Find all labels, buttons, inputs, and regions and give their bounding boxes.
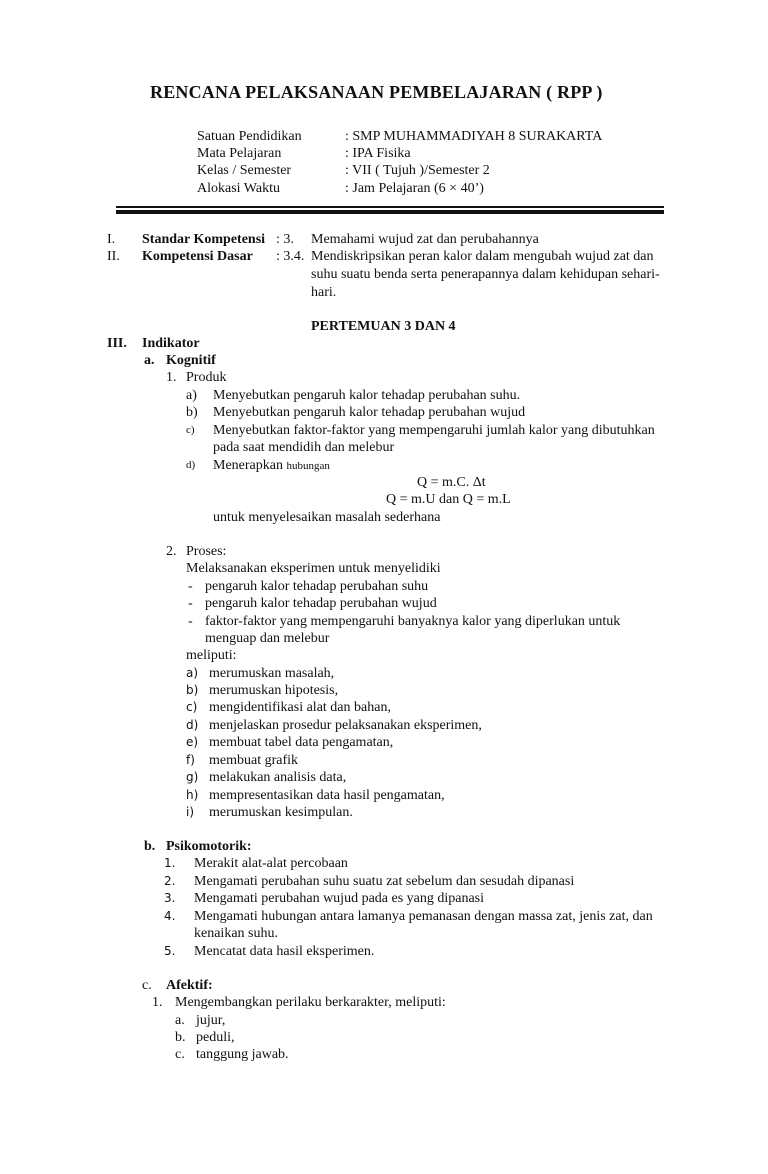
competency-code: : 3.4. bbox=[276, 249, 305, 264]
list-marker: e) bbox=[186, 735, 199, 749]
list-marker: c) bbox=[186, 424, 195, 436]
list-item: untuk menyelesaikan masalah sederhana bbox=[213, 510, 441, 525]
list-heading: Produk bbox=[186, 370, 227, 385]
section-number: II. bbox=[107, 249, 120, 264]
list-item: Menyebutkan faktor-faktor yang mempengaruhi jumlah kalor yang dibutuhkan bbox=[213, 423, 655, 438]
identity-value: : IPA Fisika bbox=[345, 146, 411, 161]
list-item: membuat tabel data pengamatan, bbox=[209, 735, 394, 750]
list-marker: 5. bbox=[164, 944, 176, 958]
section-heading: Kompetensi Dasar bbox=[142, 249, 253, 264]
subsection-marker: a. bbox=[144, 353, 155, 368]
paragraph: meliputi: bbox=[186, 648, 237, 663]
formula: Q = m.U dan Q = m.L bbox=[386, 492, 511, 507]
competency-text: Mendiskripsikan peran kalor dalam mengubah wujud zat dan bbox=[311, 249, 654, 264]
list-marker: c. bbox=[175, 1047, 185, 1062]
header-rule-thin bbox=[116, 206, 664, 208]
list-marker: 2. bbox=[166, 544, 177, 559]
list-item: melakukan analisis data, bbox=[209, 770, 347, 785]
list-marker: a. bbox=[175, 1013, 185, 1028]
identity-label: Mata Pelajaran bbox=[197, 146, 282, 161]
list-item: mempresentasikan data hasil pengamatan, bbox=[209, 788, 445, 803]
list-marker: g) bbox=[186, 770, 199, 784]
list-item: pada saat mendidih dan melebur bbox=[213, 440, 395, 455]
paragraph: Melaksanakan eksperimen untuk menyelidiki bbox=[186, 561, 441, 576]
identity-label: Satuan Pendidikan bbox=[197, 129, 302, 144]
list-marker: 1. bbox=[164, 856, 176, 870]
list-item: merumuskan hipotesis, bbox=[209, 683, 339, 698]
list-item: peduli, bbox=[196, 1030, 235, 1045]
list-marker: 2. bbox=[164, 874, 176, 888]
list-item-small-text: hubungan bbox=[286, 460, 330, 472]
list-item: Menyebutkan pengaruh kalor tehadap perubahan wujud bbox=[213, 405, 526, 420]
list-marker: a) bbox=[186, 666, 199, 680]
list-item: kenaikan suhu. bbox=[194, 926, 278, 941]
list-marker: c) bbox=[186, 700, 198, 714]
list-item: membuat grafik bbox=[209, 753, 299, 768]
list-item: Mencatat data hasil eksperimen. bbox=[194, 944, 375, 959]
list-item-text: Menerapkan bbox=[213, 458, 283, 473]
competency-code: : 3. bbox=[276, 232, 294, 247]
meeting-heading: PERTEMUAN 3 DAN 4 bbox=[311, 319, 456, 334]
competency-text: hari. bbox=[311, 285, 337, 300]
list-marker: 3. bbox=[164, 891, 176, 905]
list-item bbox=[213, 457, 330, 475]
list-item: jujur, bbox=[196, 1013, 226, 1028]
list-marker: b) bbox=[186, 683, 199, 697]
page-title: RENCANA PELAKSANAAN PEMBELAJARAN ( RPP ) bbox=[150, 82, 603, 102]
list-item: merumuskan kesimpulan. bbox=[209, 805, 353, 820]
identity-value: : Jam Pelajaran (6 × 40’) bbox=[345, 181, 484, 196]
list-marker: b. bbox=[175, 1030, 186, 1045]
list-item: Menyebutkan pengaruh kalor tehadap perubahan suhu. bbox=[213, 388, 521, 403]
identity-label: Alokasi Waktu bbox=[197, 181, 280, 196]
subsection-marker: b. bbox=[144, 839, 156, 854]
identity-label: Kelas / Semester bbox=[197, 163, 292, 178]
list-marker: d) bbox=[186, 459, 196, 471]
list-item: merumuskan masalah, bbox=[209, 666, 335, 681]
list-marker: b) bbox=[186, 405, 198, 420]
subsection-heading: Afektif: bbox=[166, 978, 213, 993]
section-number: III. bbox=[107, 336, 127, 351]
list-marker: d) bbox=[186, 718, 199, 732]
list-item: menguap dan melebur bbox=[205, 631, 330, 646]
list-marker: i) bbox=[186, 805, 195, 819]
competency-text: Memahami wujud zat dan perubahannya bbox=[311, 232, 539, 247]
list-item: Mengamati hubungan antara lamanya pemanasan dengan massa zat, jenis zat, dan bbox=[194, 909, 653, 924]
section-heading: Indikator bbox=[142, 336, 200, 351]
dash-bullet: - bbox=[188, 579, 193, 594]
list-item: Merakit alat-alat percobaan bbox=[194, 856, 348, 871]
list-item: Mengamati perubahan suhu suatu zat sebelum dan sesudah dipanasi bbox=[194, 874, 575, 889]
section-heading: Standar Kompetensi bbox=[142, 232, 266, 247]
list-item: mengidentifikasi alat dan bahan, bbox=[209, 700, 391, 715]
list-item: menjelaskan prosedur pelaksanakan eksperimen, bbox=[209, 718, 482, 733]
list-item: pengaruh kalor tehadap perubahan wujud bbox=[205, 596, 437, 611]
list-marker: a) bbox=[186, 388, 197, 403]
list-marker: 4. bbox=[164, 909, 176, 923]
list-item: Mengembangkan perilaku berkarakter, meliputi: bbox=[175, 995, 446, 1010]
identity-value: : SMP MUHAMMADIYAH 8 SURAKARTA bbox=[345, 129, 603, 144]
formula: Q = m.C. Δt bbox=[417, 475, 486, 490]
list-item: Mengamati perubahan wujud pada es yang dipanasi bbox=[194, 891, 485, 906]
list-marker: 1. bbox=[152, 995, 163, 1010]
list-item: pengaruh kalor tehadap perubahan suhu bbox=[205, 579, 429, 594]
list-marker: 1. bbox=[166, 370, 177, 385]
section-number: I. bbox=[107, 232, 116, 247]
header-rule-thick bbox=[116, 210, 664, 214]
list-heading: Proses: bbox=[186, 544, 227, 559]
subsection-heading: Kognitif bbox=[166, 353, 216, 368]
list-marker: h) bbox=[186, 788, 199, 802]
subsection-marker: c. bbox=[142, 978, 152, 993]
identity-value: : VII ( Tujuh )/Semester 2 bbox=[345, 163, 490, 178]
dash-bullet: - bbox=[188, 596, 193, 611]
subsection-heading: Psikomotorik: bbox=[166, 839, 252, 854]
list-marker: f) bbox=[186, 753, 195, 767]
dash-bullet: - bbox=[188, 614, 193, 629]
competency-text: suhu suatu benda serta penerapannya dalam kehidupan sehari- bbox=[311, 267, 660, 282]
list-item: tanggung jawab. bbox=[196, 1047, 289, 1062]
list-item: faktor-faktor yang mempengaruhi banyaknya kalor yang diperlukan untuk bbox=[205, 614, 621, 629]
